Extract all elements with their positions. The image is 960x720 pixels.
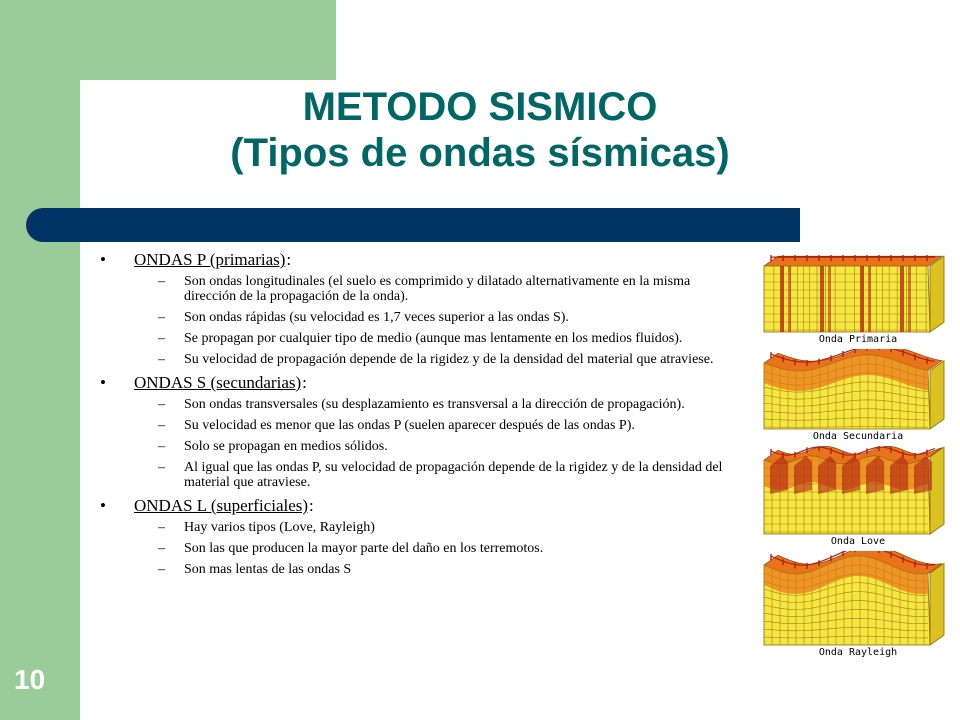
primary-wave-block-image	[760, 252, 952, 336]
list-item: – Son ondas longitudinales (el suelo es comprimido y dilatado alternativamente en la misma dirección de la propagación de la onda).	[158, 274, 691, 304]
bullet-icon: •	[100, 496, 106, 515]
figure-rayleigh-wave	[760, 551, 956, 658]
bullet-icon: •	[100, 250, 106, 269]
title-line-1: METODO SISMICO	[302, 85, 658, 129]
figure-caption: Onda Secundaria	[812, 431, 904, 442]
section-p-waves: • ONDAS P (primarias): – Son ondas longitudinales (el suelo es comprimido y dilatado alternativamente en la misma dirección de la propagación de la onda). – Son ondas rápidas (su velocidad es 1,7 veces superior a las ondas S). – Se propagan por cualquier tipo de medio (aunque mas lentamente en los medios fluidos). – Su velocidad de propagación depende de la rigidez y de la densidad del material que atraviese.	[100, 250, 730, 367]
slide-title	[160, 84, 800, 176]
list-item: – Son ondas rápidas (su velocidad es 1,7 veces superior a las ondas S).	[158, 310, 569, 325]
section-heading: ONDAS L (superficiales)	[134, 496, 309, 515]
list-item: – Se propagan por cualquier tipo de medio (aunque mas lentamente en los medios fluidos).	[158, 331, 683, 346]
section-l-waves: • ONDAS L (superficiales): – Hay varios tipos (Love, Rayleigh) – Son las que producen la mayor parte del daño en los terremotos. – Son mas lentas de las ondas S	[100, 496, 730, 577]
title-underline-bar	[26, 208, 800, 242]
left-green-band	[0, 0, 80, 720]
figure-primary-wave	[760, 252, 956, 345]
love-wave-block-image	[760, 446, 952, 538]
section-heading: ONDAS P (primarias)	[134, 250, 286, 269]
wave-illustrations	[760, 252, 956, 662]
list-item: – Su velocidad de propagación depende de la rigidez y de la densidad del material que atraviese.	[158, 352, 714, 367]
figure-love-wave	[760, 446, 956, 547]
top-green-band	[80, 0, 336, 80]
rayleigh-wave-block-image	[760, 551, 952, 649]
list-item: – Su velocidad es menor que las ondas P (suelen aparecer después de las ondas P).	[158, 418, 635, 433]
page-number: 10	[14, 664, 46, 695]
section-heading: ONDAS S (secundarias)	[134, 373, 302, 392]
list-item: – Solo se propagan en medios sólidos.	[158, 439, 388, 454]
figure-secondary-wave	[760, 349, 956, 442]
title-line-2: (Tipos de ondas sísmicas)	[230, 131, 730, 175]
bullet-icon: •	[100, 373, 106, 392]
list-item: – Son las que producen la mayor parte del daño en los terremotos.	[158, 541, 544, 556]
section-s-waves: • ONDAS S (secundarias): – Son ondas transversales (su desplazamiento es transversal a la dirección de propagación). – Su velocidad es menor que las ondas P (suelen aparecer después de las ondas P). – Solo se propagan en medios sólidos. – Al igual que las ondas P, su velocidad de propagación depende de la rigidez y de la densidad del material que atraviese.	[100, 373, 730, 490]
figure-caption: Onda Rayleigh	[818, 647, 898, 658]
list-item: – Son mas lentas de las ondas S	[158, 562, 352, 577]
secondary-wave-block-image	[760, 349, 952, 433]
figure-caption: Onda Love	[830, 536, 886, 547]
list-item: – Al igual que las ondas P, su velocidad de propagación depende de la rigidez y de la densidad del material que atraviese.	[158, 460, 723, 490]
slide-body	[100, 250, 730, 583]
content-corner	[80, 80, 160, 160]
list-item: – Hay varios tipos (Love, Rayleigh)	[158, 520, 375, 535]
list-item: – Son ondas transversales (su desplazamiento es transversal a la dirección de propagación).	[158, 397, 685, 412]
figure-caption: Onda Primaria	[818, 334, 898, 345]
